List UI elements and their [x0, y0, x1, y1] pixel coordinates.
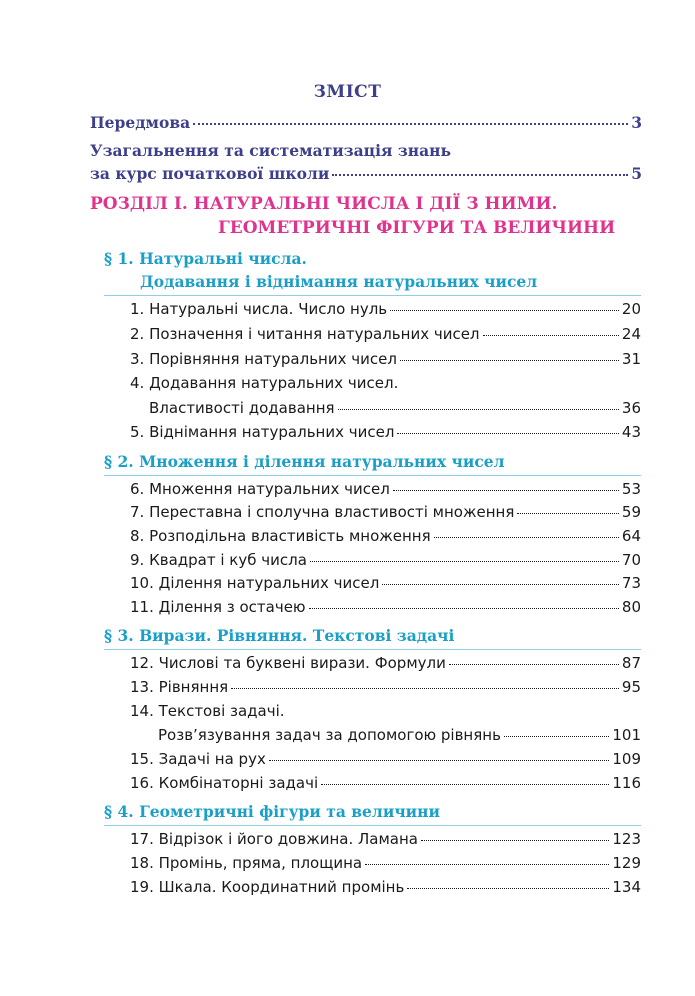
toc-item-label: 2. Позначення і читання натуральних чисел: [130, 325, 480, 343]
toc-item-label: 6. Множення натуральних чисел: [130, 480, 390, 498]
leader-dots: [365, 864, 609, 865]
toc-item-5[interactable]: [130, 423, 641, 441]
paragraph-1-title-line1[interactable]: § 1. Натуральні числа.: [104, 249, 307, 268]
toc-entry-review[interactable]: [90, 164, 642, 183]
leader-dots: [269, 760, 610, 761]
toc-item-label: 16. Комбінаторні задачі: [130, 774, 319, 792]
toc-item-page: 31: [621, 350, 641, 368]
toc-item-page: 87: [621, 654, 641, 672]
toc-item-label: 13. Рівняння: [130, 678, 229, 696]
leader-dots: [310, 561, 619, 562]
toc-item-4-line1: 4. Додавання натуральних чисел.: [130, 374, 399, 392]
toc-item-page: 43: [621, 423, 641, 441]
toc-item-page: 116: [612, 774, 641, 792]
toc-item-1[interactable]: [130, 300, 641, 318]
toc-item-page: 134: [612, 878, 641, 896]
toc-entry-label: за курс початкової школи: [90, 164, 330, 183]
paragraph-4-title[interactable]: § 4. Геометричні фігури та величини: [104, 802, 441, 821]
paragraph-3-title[interactable]: § 3. Вирази. Рівняння. Текстові задачі: [104, 626, 455, 645]
divider: [104, 295, 641, 296]
toc-item-page: 95: [621, 678, 641, 696]
toc-item-18[interactable]: [130, 854, 641, 872]
toc-item-label: Властивості додавання: [149, 399, 335, 417]
toc-item-label: 19. Шкала. Координатний промінь: [130, 878, 405, 896]
toc-item-label: 5. Віднімання натуральних чисел: [130, 423, 395, 441]
toc-item-page: 123: [612, 830, 641, 848]
toc-item-page: 109: [612, 750, 641, 768]
section-title-line2: ГЕОМЕТРИЧНІ ФІГУРИ ТА ВЕЛИЧИНИ: [218, 218, 616, 238]
leader-dots: [309, 608, 619, 609]
leader-dots: [504, 736, 609, 737]
leader-dots: [400, 360, 619, 361]
divider: [104, 825, 641, 826]
toc-item-page: 36: [621, 399, 641, 417]
toc-item-16[interactable]: [130, 774, 641, 792]
toc-entry-page: 3: [631, 113, 642, 132]
leader-dots: [193, 123, 628, 125]
toc-item-label: 10. Ділення натуральних чисел: [130, 574, 380, 592]
toc-item-14[interactable]: [158, 726, 641, 744]
leader-dots: [321, 784, 609, 785]
toc-item-19[interactable]: [130, 878, 641, 896]
toc-item-8[interactable]: [130, 527, 641, 545]
toc-item-label: 8. Розподільна властивість множення: [130, 527, 431, 545]
toc-item-12[interactable]: [130, 654, 641, 672]
toc-item-page: 73: [621, 574, 641, 592]
paragraph-2-title[interactable]: § 2. Множення і ділення натуральних чисел: [104, 452, 505, 471]
leader-dots: [382, 584, 619, 585]
toc-item-page: 20: [621, 300, 641, 318]
leader-dots: [449, 664, 619, 665]
leader-dots: [421, 840, 609, 841]
toc-item-page: 80: [621, 598, 641, 616]
toc-item-label: 7. Переставна і сполучна властивості множення: [130, 503, 515, 521]
divider: [104, 475, 641, 476]
leader-dots: [483, 335, 619, 336]
toc-item-14-line1: 14. Текстові задачі.: [130, 702, 285, 720]
toc-item-label: 17. Відрізок і його довжина. Ламана: [130, 830, 418, 848]
toc-item-label: 1. Натуральні числа. Число нуль: [130, 300, 388, 318]
toc-item-page: 101: [612, 726, 641, 744]
toc-item-page: 70: [621, 551, 641, 569]
leader-dots: [407, 888, 609, 889]
toc-item-15[interactable]: [130, 750, 641, 768]
toc-item-label: 15. Задачі на рух: [130, 750, 266, 768]
toc-item-2[interactable]: [130, 325, 641, 343]
toc-item-11[interactable]: [130, 598, 641, 616]
toc-item-label: 18. Промінь, пряма, площина: [130, 854, 363, 872]
section-title-line1: РОЗДІЛ І. НАТУРАЛЬНІ ЧИСЛА І ДІЇ З НИМИ.: [90, 194, 558, 214]
leader-dots: [397, 433, 618, 434]
toc-item-17[interactable]: [130, 830, 641, 848]
toc-item-7[interactable]: [130, 503, 641, 521]
leader-dots: [338, 409, 619, 410]
toc-entry-foreword[interactable]: [90, 113, 642, 132]
leader-dots: [434, 537, 619, 538]
toc-entry-label: Передмова: [90, 113, 191, 132]
toc-item-13[interactable]: [130, 678, 641, 696]
toc-item-page: 24: [621, 325, 641, 343]
leader-dots: [231, 688, 619, 689]
toc-item-page: 53: [621, 480, 641, 498]
leader-dots: [517, 513, 619, 514]
toc-item-label: Розв’язування задач за допомогою рівнянь: [158, 726, 501, 744]
toc-item-label: 11. Ділення з остачею: [130, 598, 306, 616]
divider: [104, 649, 641, 650]
toc-item-label: 9. Квадрат і куб числа: [130, 551, 307, 569]
leader-dots: [332, 174, 628, 176]
leader-dots: [393, 490, 619, 491]
toc-item-page: 59: [621, 503, 641, 521]
page-title: ЗМІСТ: [313, 82, 382, 102]
toc-item-10[interactable]: [130, 574, 641, 592]
toc-item-3[interactable]: [130, 350, 641, 368]
toc-item-label: 12. Числові та буквені вирази. Формули: [130, 654, 446, 672]
toc-item-6[interactable]: [130, 480, 641, 498]
toc-item-page: 64: [621, 527, 641, 545]
toc-item-page: 129: [612, 854, 641, 872]
toc-item-9[interactable]: [130, 551, 641, 569]
paragraph-1-title-line2[interactable]: Додавання і віднімання натуральних чисел: [140, 272, 538, 291]
toc-entry-review-line1: Узагальнення та систематизація знань: [90, 141, 452, 160]
leader-dots: [390, 310, 619, 311]
toc-item-4[interactable]: [149, 399, 641, 417]
toc-entry-page: 5: [631, 164, 642, 183]
toc-item-label: 3. Порівняння натуральних чисел: [130, 350, 397, 368]
